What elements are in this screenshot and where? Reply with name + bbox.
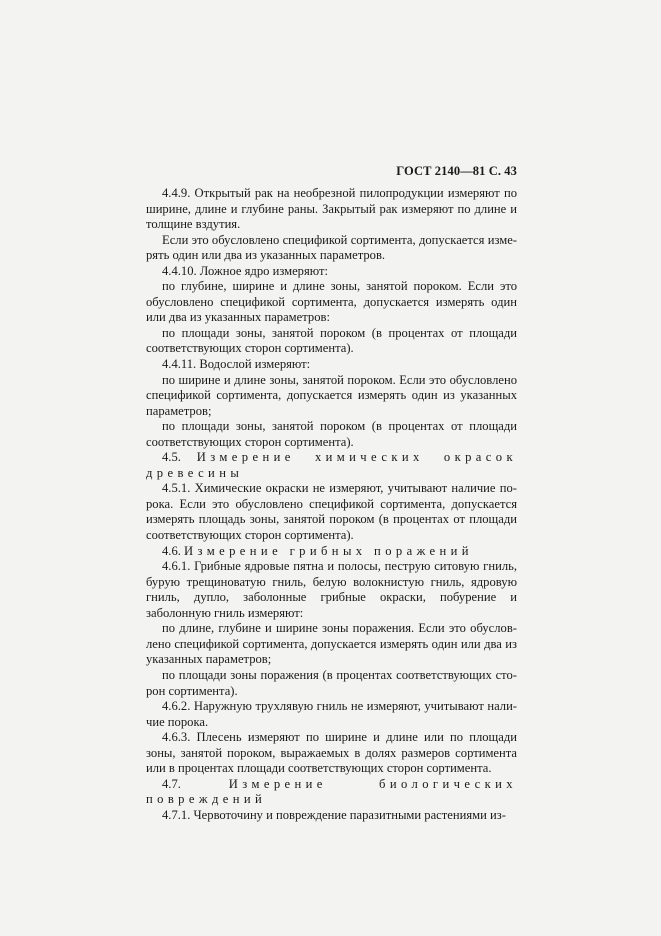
clause-number: 4.6.1. bbox=[162, 559, 191, 574]
paragraph bbox=[146, 419, 517, 450]
clause-number: 4.4.11. bbox=[162, 357, 197, 372]
clause-number: 4.5. bbox=[162, 450, 181, 465]
paragraph-text: Ложное ядро измеряют: bbox=[199, 263, 329, 278]
section-heading bbox=[146, 450, 517, 481]
paragraph bbox=[146, 730, 517, 777]
paragraph-text: Червоточину и повреждение паразитными растениями из- bbox=[193, 807, 506, 822]
body-text bbox=[146, 186, 517, 823]
paragraph-text: Плесень измеряют по ширине и длине или по площади зоны, занятой пороком, выражаемых в долях размеров сортимента или в процентах площади соответствующих сторон сортимента. bbox=[146, 730, 517, 776]
paragraph bbox=[146, 373, 517, 420]
paragraph bbox=[146, 186, 517, 233]
paragraph-text: по площади зоны, занятой пороком (в процентах от площади соответствующих сторон сортимента). bbox=[146, 419, 517, 449]
paragraph-text: по длине, глубине и ширине зоны поражения. Если это обуслов-лено спецификой сортимента, допускается измерять один или два из указанных параметров; bbox=[146, 621, 517, 667]
paragraph bbox=[146, 233, 517, 264]
paragraph-text: Открытый рак на необрезной пилопродукции измеряют по ширине, длине и глубине раны. Закрытый рак измеряют по длине и толщине вздутия. bbox=[146, 186, 517, 232]
clause-number: 4.7.1. bbox=[162, 807, 191, 822]
paragraph-text: Водослой измеряют: bbox=[199, 357, 311, 372]
paragraph-text: Наружную трухлявую гниль не измеряют, учитывают нали-чие порока. bbox=[146, 699, 518, 729]
paragraph-text: Химические окраски не измеряют, учитывают наличие по-рока. Если это обусловлено спецификой сортимента, допускается измерять площадь зоны, занятой пороком (в процентах от площади соответствующих сторон сортимента). bbox=[146, 481, 517, 543]
paragraph bbox=[146, 264, 517, 280]
paragraph-text: Если это обусловлено спецификой сортимента, допускается изме-рять один или два из указанных параметров. bbox=[146, 232, 517, 263]
paragraph-text: Грибные ядровые пятна и полосы, пеструю ситовую гниль, бурую трещиноватую гниль, белую волокнистую гниль, ядровую гниль, дупло, заболонные грибные окраски, побурение и заболонную гниль измеряют: bbox=[146, 559, 517, 620]
clause-number: 4.4.9. bbox=[162, 186, 191, 200]
paragraph bbox=[146, 808, 517, 824]
paragraph bbox=[146, 326, 517, 357]
clause-number: 4.5.1. bbox=[162, 481, 191, 496]
paragraph bbox=[146, 357, 517, 373]
clause-number: 4.6.2. bbox=[162, 699, 191, 714]
paragraph-text: по ширине и длине зоны, занятой пороком. Если это обусловлено спецификой сортимента, допускается измерять один из указанных параметров; bbox=[146, 372, 517, 418]
clause-number: 4.6. bbox=[162, 543, 181, 558]
paragraph bbox=[146, 668, 517, 699]
clause-number: 4.4.10. bbox=[162, 263, 197, 278]
paragraph bbox=[146, 481, 517, 543]
paragraph bbox=[146, 699, 517, 730]
running-header: ГОСТ 2140—81 С. 43 bbox=[396, 164, 517, 178]
paragraph bbox=[146, 621, 517, 668]
clause-number: 4.7. bbox=[162, 776, 181, 791]
paragraph bbox=[146, 279, 517, 326]
paragraph-text: по площади зоны поражения (в процентах соответствующих сто-рон сортимента). bbox=[146, 667, 517, 698]
section-title: Измерение грибных поражений bbox=[184, 543, 473, 558]
section-heading bbox=[146, 544, 517, 560]
section-title: Измерение биологических повреждений bbox=[146, 776, 517, 807]
paragraph-text: по площади зоны, занятой пороком (в процентах от площади соответствующих сторон сортимента). bbox=[146, 325, 517, 356]
paragraph-text: по глубине, ширине и длине зоны, занятой пороком. Если это обусловлено спецификой сортимента, допускается измерять один или два из указанных параметров: bbox=[146, 279, 517, 325]
section-heading bbox=[146, 777, 517, 808]
section-title: Измерение химических окрасок древесины bbox=[146, 450, 517, 480]
clause-number: 4.6.3. bbox=[162, 730, 191, 745]
paragraph bbox=[146, 559, 517, 621]
